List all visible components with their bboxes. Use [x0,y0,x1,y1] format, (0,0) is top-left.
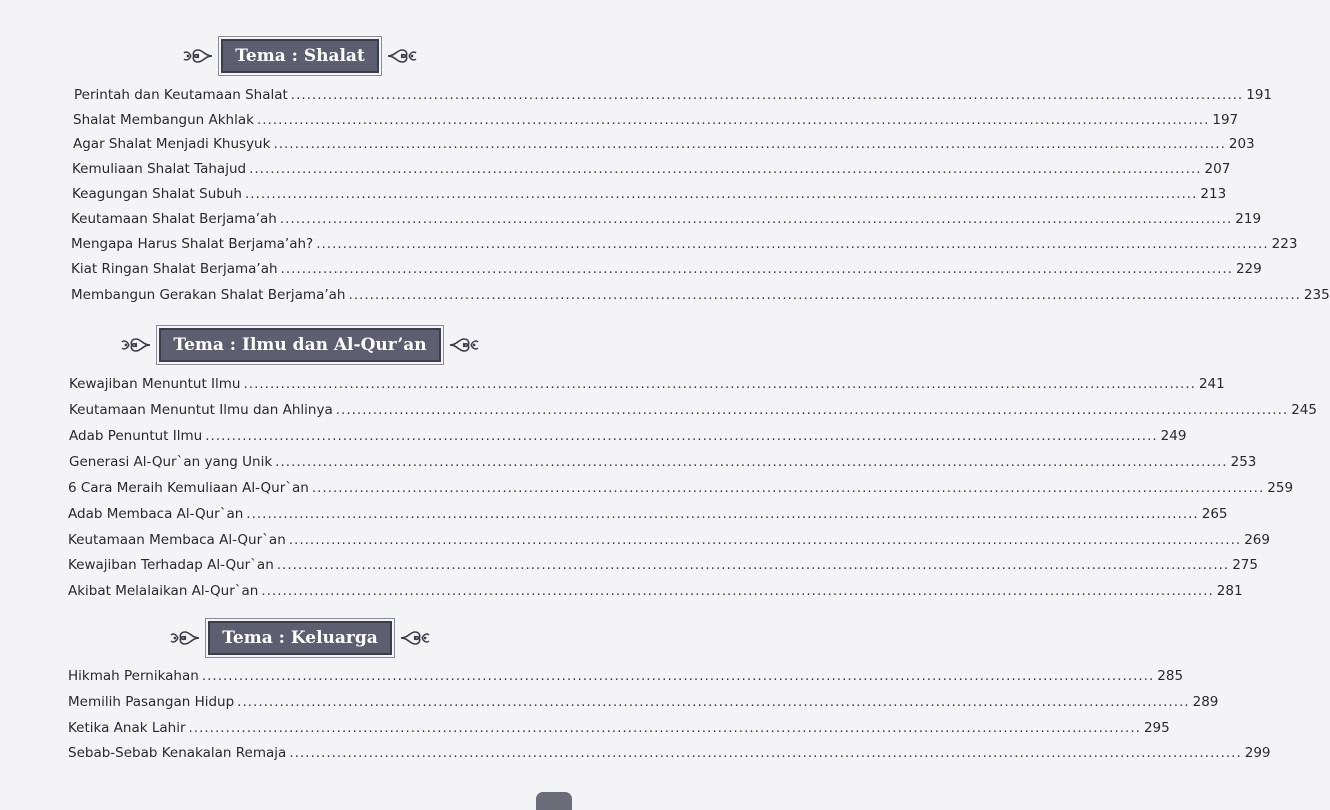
dot-leader: .................................................................................................................................................................................... [275,454,1228,470]
toc-entry[interactable] [71,287,1330,311]
dot-leader: .................................................................................................................................................................................... [261,583,1214,599]
toc-entry[interactable] [71,236,1298,260]
toc-entry-title: Keutamaan Shalat Berjama’ah [71,211,277,227]
section-title: Tema : Keluarga [208,621,392,655]
toc-entry-page: 213 [1200,186,1227,202]
toc-entry-title: Akibat Melalaikan Al-Qur`an [68,583,259,599]
toc-entry[interactable] [68,557,1258,581]
section-header-keluarga [0,620,600,656]
scroll-ornament-icon [400,628,430,648]
dot-leader: .................................................................................................................................................................................... [237,694,1190,710]
toc-entry-page: 259 [1267,480,1294,496]
toc-entry-page: 249 [1160,428,1187,444]
toc-entry[interactable] [68,745,1271,769]
dot-leader: .................................................................................................................................................................................... [273,136,1226,152]
scroll-ornament-icon [170,628,200,648]
toc-entry[interactable] [69,402,1317,426]
toc-entry-page: 207 [1204,161,1231,177]
toc-entry-title: Keutamaan Menuntut Ilmu dan Ahlinya [69,402,333,418]
dot-leader: .................................................................................................................................................................................... [243,376,1196,392]
section-header-ilmu [0,327,600,363]
dot-leader: .................................................................................................................................................................................... [280,261,1233,277]
section-title: Tema : Shalat [221,39,379,73]
dot-leader: .................................................................................................................................................................................... [256,112,1210,128]
toc-entry-page: 223 [1271,236,1298,252]
dot-leader: .................................................................................................................................................................................... [290,87,1244,103]
toc-entry-page: 219 [1235,211,1262,227]
dot-leader: .................................................................................................................................................................................... [316,236,1269,252]
dot-leader: .................................................................................................................................................................................... [289,745,1242,761]
toc-entry[interactable] [68,694,1219,718]
section-title: Tema : Ilmu dan Al-Qur’an [159,328,440,362]
toc-entry[interactable] [68,480,1294,504]
toc-entry[interactable] [68,532,1270,556]
dot-leader: .................................................................................................................................................................................... [244,186,1198,202]
toc-entry-title: Hikmah Pernikahan [68,668,199,684]
dot-leader: .................................................................................................................................................................................... [276,557,1230,573]
scroll-ornament-icon [387,46,417,66]
toc-entry-page: 265 [1201,506,1228,522]
toc-entry-page: 269 [1244,532,1270,548]
toc-entry-page: 191 [1246,87,1273,103]
toc-entry-title: Ketika Anak Lahir [68,720,186,736]
toc-entry-title: Keagungan Shalat Subuh [72,186,242,202]
dot-leader: .................................................................................................................................................................................... [205,428,1158,444]
toc-entry-title: 6 Cara Meraih Kemuliaan Al-Qur`an [68,480,309,496]
toc-entry-title: Keutamaan Membaca Al-Qur`an [68,532,286,548]
toc-entry-title: Adab Penuntut Ilmu [69,428,203,444]
toc-entry[interactable] [71,211,1262,235]
toc-entry[interactable] [68,583,1243,607]
toc-entry[interactable] [69,454,1257,478]
toc-entry[interactable] [69,428,1187,452]
dot-leader: .................................................................................................................................................................................... [348,287,1301,303]
toc-entry-title: Generasi Al-Qur`an yang Unik [69,454,273,470]
toc-entry-title: Membangun Gerakan Shalat Berjama’ah [71,287,346,303]
toc-entry-page: 245 [1291,402,1317,418]
toc-entry[interactable] [68,668,1184,692]
page-tab [536,792,572,810]
toc-entry-page: 289 [1192,694,1219,710]
dot-leader: .................................................................................................................................................................................... [335,402,1289,418]
toc-entry-title: Agar Shalat Menjadi Khusyuk [73,136,271,152]
toc-entry-page: 295 [1143,720,1170,736]
toc-entry-title: Shalat Membangun Akhlak [73,112,254,128]
toc-entry-page: 281 [1216,583,1243,599]
toc-entry-page: 235 [1303,287,1330,303]
toc-entry-title: Sebab-Sebab Kenakalan Remaja [68,745,287,761]
toc-entry-page: 203 [1228,136,1255,152]
toc-entry-title: Adab Membaca Al-Qur`an [68,506,244,522]
scroll-ornament-icon [121,335,151,355]
toc-entry-page: 197 [1212,112,1239,128]
toc-entry[interactable] [74,87,1273,111]
toc-entry[interactable] [68,506,1228,530]
toc-entry-page: 241 [1198,376,1225,392]
toc-entry-title: Perintah dan Keutamaan Shalat [74,87,288,103]
toc-entry[interactable] [71,261,1262,285]
toc-entry[interactable] [69,376,1225,400]
dot-leader: .................................................................................................................................................................................... [188,720,1141,736]
toc-entry-page: 275 [1232,557,1258,573]
toc-entry-page: 299 [1244,745,1271,761]
dot-leader: .................................................................................................................................................................................... [246,506,1199,522]
toc-entry-title: Kewajiban Menuntut Ilmu [69,376,241,392]
dot-leader: .................................................................................................................................................................................... [311,480,1265,496]
toc-entry[interactable] [72,186,1227,210]
toc-entry-page: 229 [1235,261,1262,277]
dot-leader: .................................................................................................................................................................................... [279,211,1233,227]
scroll-ornament-icon [449,335,479,355]
dot-leader: .................................................................................................................................................................................... [201,668,1155,684]
toc-entry[interactable] [72,161,1231,185]
toc-entry-title: Kewajiban Terhadap Al-Qur`an [68,557,274,573]
toc-entry-title: Memilih Pasangan Hidup [68,694,235,710]
toc-entry[interactable] [68,720,1170,744]
section-header-shalat [0,38,600,74]
scroll-ornament-icon [183,46,213,66]
dot-leader: .................................................................................................................................................................................... [249,161,1202,177]
toc-entry[interactable] [73,136,1255,160]
dot-leader: .................................................................................................................................................................................... [288,532,1242,548]
toc-entry[interactable] [73,112,1239,136]
toc-entry-title: Kiat Ringan Shalat Berjama’ah [71,261,278,277]
toc-entry-title: Kemuliaan Shalat Tahajud [72,161,247,177]
toc-entry-page: 285 [1157,668,1184,684]
toc-entry-page: 253 [1230,454,1257,470]
toc-entry-title: Mengapa Harus Shalat Berjama’ah? [71,236,314,252]
